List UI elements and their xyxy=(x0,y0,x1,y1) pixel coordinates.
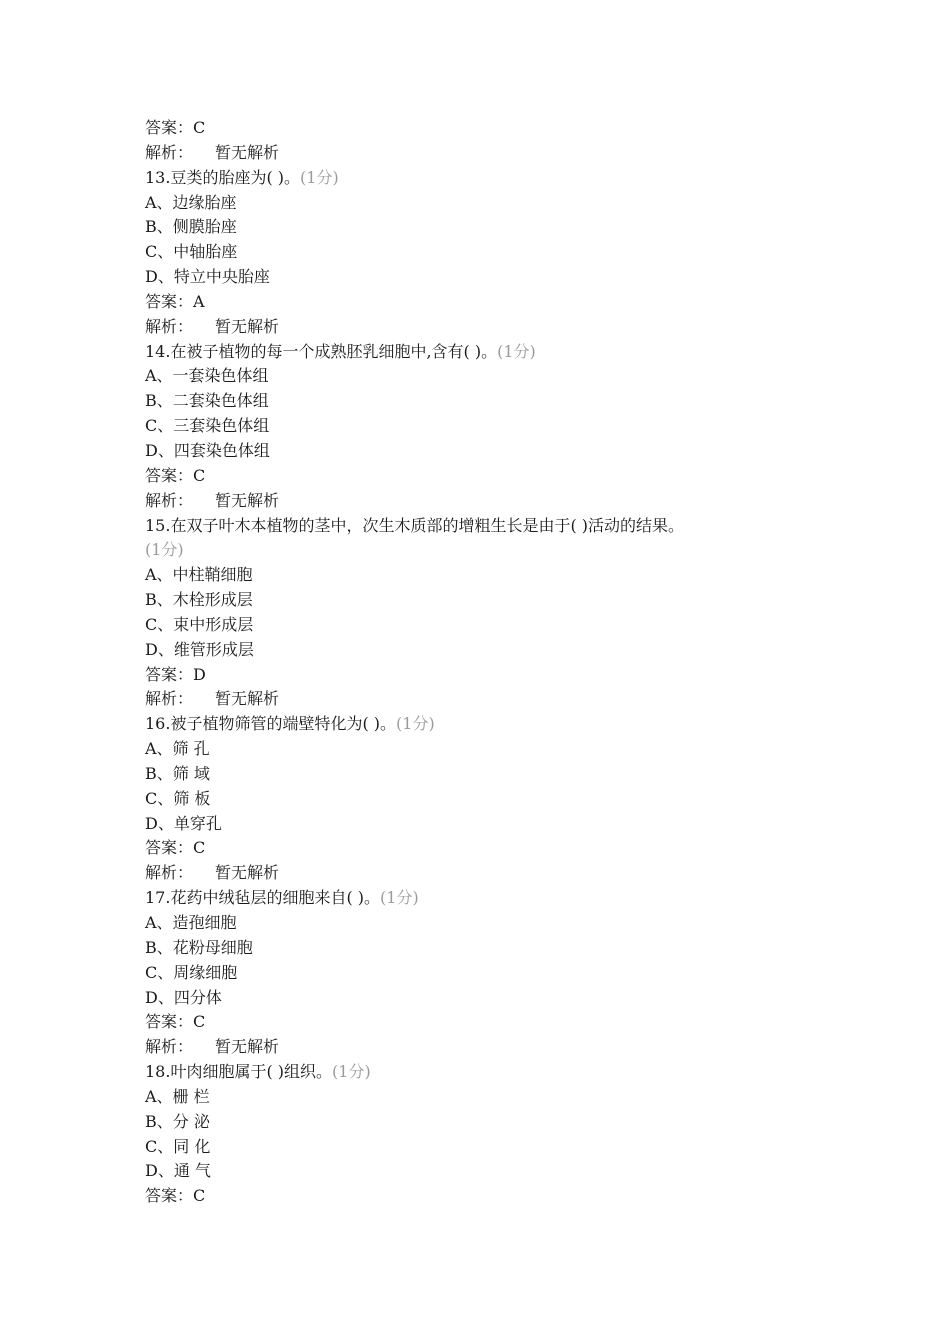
answer-value: C xyxy=(193,118,206,137)
option-a: A、造孢细胞 xyxy=(145,913,237,932)
answer-line xyxy=(145,1184,825,1209)
answer-value: A xyxy=(193,291,205,311)
answer-label: 答案： xyxy=(145,664,194,684)
analysis-value: 暂无解析 xyxy=(215,142,280,162)
answer-label: 答案： xyxy=(145,118,194,137)
analysis-line xyxy=(145,489,825,514)
answer-value: D xyxy=(193,664,206,684)
option-a: A、筛 孔 xyxy=(145,739,210,759)
option-d: D、维管形成层 xyxy=(145,639,254,659)
option-c: C、筛 板 xyxy=(145,788,211,808)
answer-value: C xyxy=(193,465,206,485)
option-b: B、二套染色体组 xyxy=(145,391,269,411)
answer-value: C xyxy=(193,838,206,858)
analysis-value: 暂无解析 xyxy=(215,1037,280,1057)
analysis-label: 解析： xyxy=(145,689,194,709)
option-d: D、单穿孔 xyxy=(145,813,222,833)
answer-label: 答案： xyxy=(145,1012,194,1032)
question-stem: 17.花药中绒毡层的细胞来自( )。(1分) xyxy=(145,888,419,908)
option-a: A、中柱鞘细胞 xyxy=(145,565,253,585)
option-c: C、中轴胎座 xyxy=(145,242,238,262)
option-b: B、木栓形成层 xyxy=(145,590,253,610)
answer-label: 答案： xyxy=(145,465,194,485)
option-c: C、三套染色体组 xyxy=(145,416,270,436)
answer-value: C xyxy=(193,1186,206,1206)
option-a: A、栅 栏 xyxy=(145,1086,210,1106)
analysis-line xyxy=(145,315,825,340)
answer-line xyxy=(145,836,825,861)
analysis-line xyxy=(145,687,825,712)
question-score: (1分) xyxy=(332,1062,371,1082)
option-a: A、边缘胎座 xyxy=(145,192,237,212)
option-d: D、特立中央胎座 xyxy=(145,267,270,287)
question-score: (1分) xyxy=(380,888,419,908)
question-stem: 16.被子植物筛管的端壁特化为( )。(1分) xyxy=(145,714,435,734)
option-d: D、四分体 xyxy=(145,987,222,1007)
analysis-label: 解析： xyxy=(145,490,194,510)
answer-label: 答案： xyxy=(145,838,194,858)
answer-line xyxy=(145,464,825,489)
option-b: B、分 泌 xyxy=(145,1111,210,1131)
question-score: (1分) xyxy=(497,341,536,361)
answer-value: C xyxy=(193,1012,206,1032)
analysis-value: 暂无解析 xyxy=(215,316,280,336)
analysis-label: 解析： xyxy=(145,316,194,336)
answer-label: 答案： xyxy=(145,291,194,311)
analysis-label: 解析： xyxy=(145,142,194,162)
answer-line xyxy=(145,116,825,141)
option-c: C、束中形成层 xyxy=(145,614,254,634)
answer-line xyxy=(145,290,825,315)
answer-line xyxy=(145,1010,825,1035)
analysis-line xyxy=(145,861,825,886)
analysis-label: 解析： xyxy=(145,863,194,883)
option-b: B、侧膜胎座 xyxy=(145,217,237,237)
question-stem: 14.在被子植物的每一个成熟胚乳细胞中,含有( )。(1分) xyxy=(145,341,536,361)
option-d: D、通 气 xyxy=(145,1161,211,1181)
analysis-line xyxy=(145,1035,825,1060)
option-a: A、一套染色体组 xyxy=(145,366,269,386)
analysis-value: 暂无解析 xyxy=(215,863,280,883)
analysis-label: 解析： xyxy=(145,1037,194,1057)
option-b: B、筛 域 xyxy=(145,763,210,783)
option-d: D、四套染色体组 xyxy=(145,440,270,460)
option-b: B、花粉母细胞 xyxy=(145,937,253,957)
answer-label: 答案： xyxy=(145,1186,194,1206)
option-c: C、同 化 xyxy=(145,1136,211,1156)
question-list xyxy=(145,116,825,1209)
answer-line xyxy=(145,663,825,688)
option-c: C、周缘细胞 xyxy=(145,962,238,982)
question-stem: 18.叶肉细胞属于( )组织。(1分) xyxy=(145,1062,371,1082)
analysis-line xyxy=(145,141,825,166)
question-stem: 13.豆类的胎座为( )。(1分) xyxy=(145,167,339,187)
question-stem: 15.在双子叶木本植物的茎中，次生木质部的增粗生长是由于( )活动的结果。 (1分) xyxy=(145,515,685,560)
question-score: (1分) xyxy=(396,714,435,734)
question-score: (1分) xyxy=(145,540,184,560)
analysis-value: 暂无解析 xyxy=(215,689,280,709)
analysis-value: 暂无解析 xyxy=(215,490,280,510)
question-score: (1分) xyxy=(300,167,339,187)
